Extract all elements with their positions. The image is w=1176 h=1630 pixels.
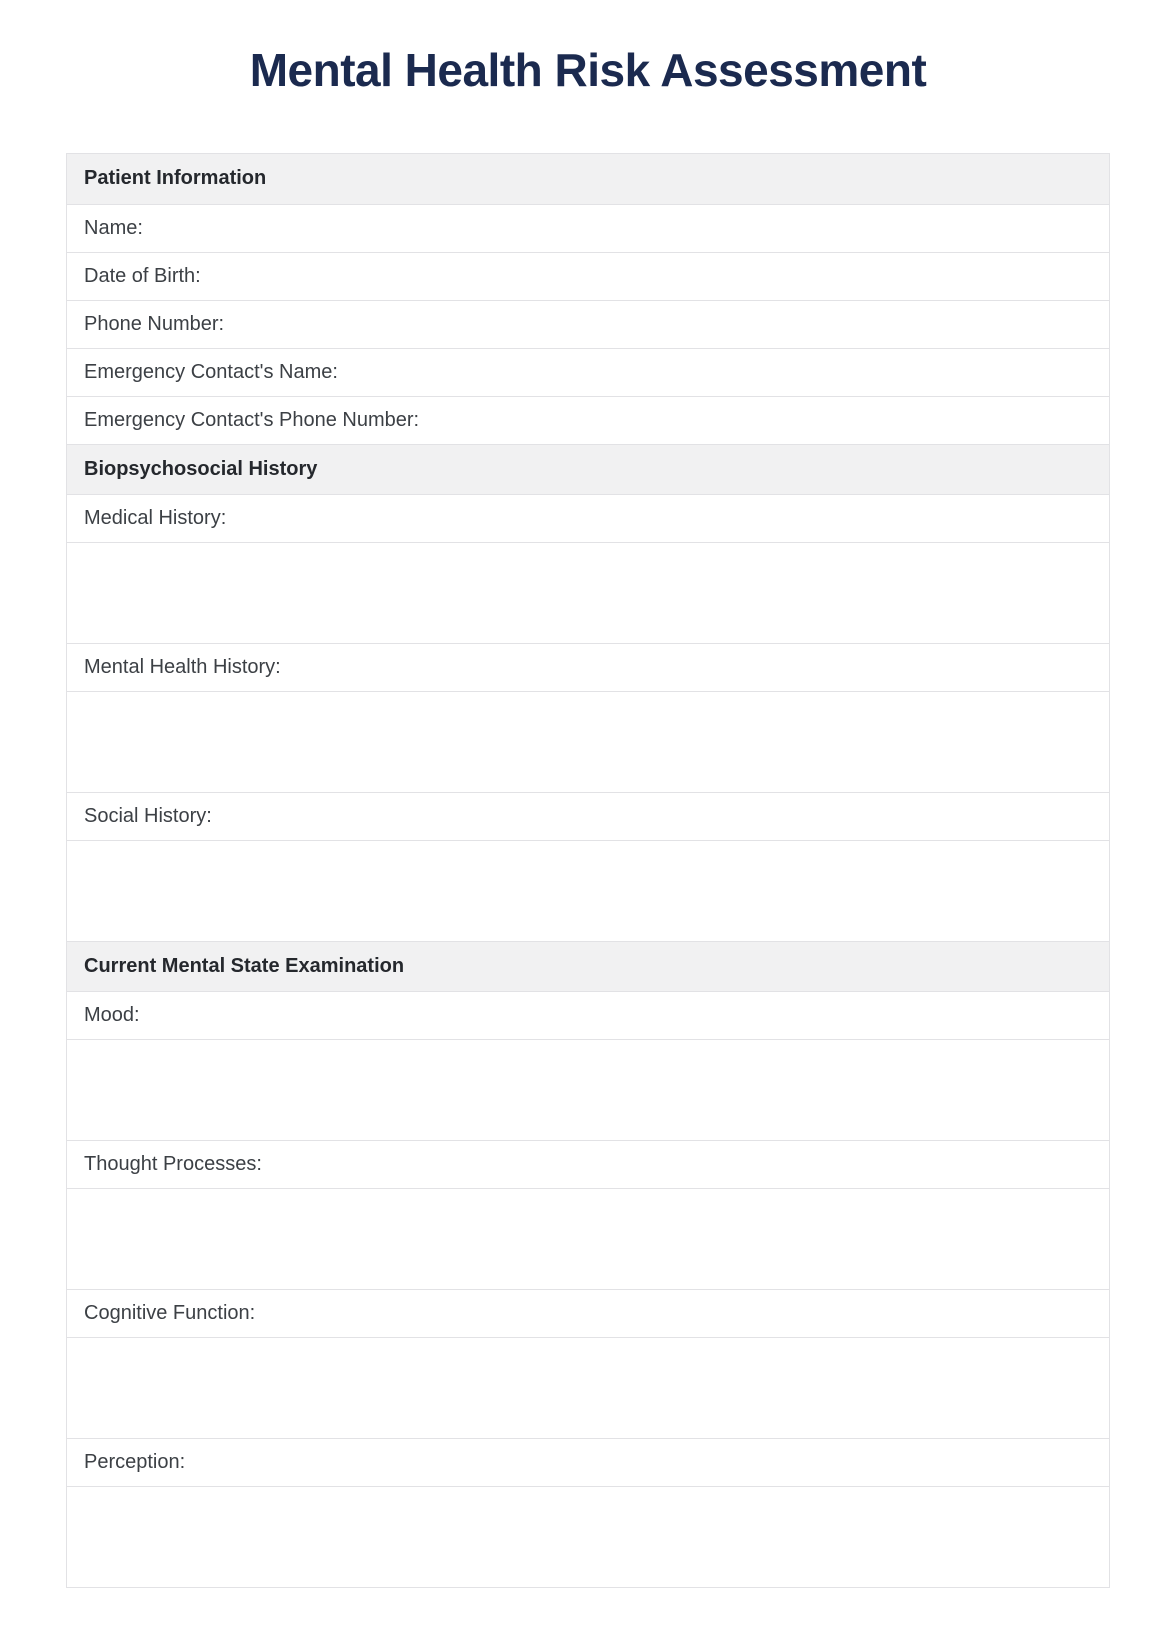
field-row-emergency-contact-name[interactable] (67, 348, 1109, 396)
field-row-medical-history (67, 494, 1109, 542)
page-title: Mental Health Risk Assessment (249, 44, 927, 96)
section-header-label: Patient Information (84, 167, 267, 190)
field-label-mood: Mood: (84, 1003, 140, 1026)
section-header-biopsychosocial-history (67, 444, 1109, 494)
assessment-form-table (66, 153, 1110, 1588)
field-row-name[interactable] (67, 204, 1109, 252)
field-row-thought-processes (67, 1140, 1109, 1188)
field-label-medical-history: Medical History: (84, 506, 227, 529)
field-label-emergency-contact-phone-number: Emergency Contact's Phone Number: (84, 408, 420, 431)
field-label-cognitive-function: Cognitive Function: (84, 1301, 256, 1324)
section-header-label: Current Mental State Examination (84, 954, 405, 977)
writein-area-perception[interactable] (67, 1486, 1109, 1587)
field-row-date-of-birth[interactable] (67, 252, 1109, 300)
writein-area-mood[interactable] (67, 1039, 1109, 1140)
field-label-name: Name: (84, 216, 143, 239)
field-row-mental-health-history (67, 643, 1109, 691)
field-label-date-of-birth: Date of Birth: (84, 264, 201, 287)
field-row-social-history (67, 792, 1109, 840)
section-header-patient-information (67, 154, 1109, 204)
field-label-perception: Perception: (84, 1450, 186, 1473)
field-label-emergency-contact-name: Emergency Contact's Name: (84, 360, 338, 383)
field-label-mental-health-history: Mental Health History: (84, 655, 281, 678)
field-row-perception (67, 1438, 1109, 1486)
field-row-mood (67, 991, 1109, 1039)
writein-area-mental-health-history[interactable] (67, 691, 1109, 792)
field-row-phone-number[interactable] (67, 300, 1109, 348)
section-header-label: Biopsychosocial History (84, 457, 318, 480)
field-row-cognitive-function (67, 1289, 1109, 1337)
section-header-current-mental-state-examination (67, 941, 1109, 991)
writein-area-medical-history[interactable] (67, 542, 1109, 643)
field-label-social-history: Social History: (84, 804, 212, 827)
writein-area-thought-processes[interactable] (67, 1188, 1109, 1289)
writein-area-cognitive-function[interactable] (67, 1337, 1109, 1438)
field-label-phone-number: Phone Number: (84, 312, 225, 335)
field-label-thought-processes: Thought Processes: (84, 1152, 262, 1175)
writein-area-social-history[interactable] (67, 840, 1109, 941)
field-row-emergency-contact-phone-number[interactable] (67, 396, 1109, 444)
